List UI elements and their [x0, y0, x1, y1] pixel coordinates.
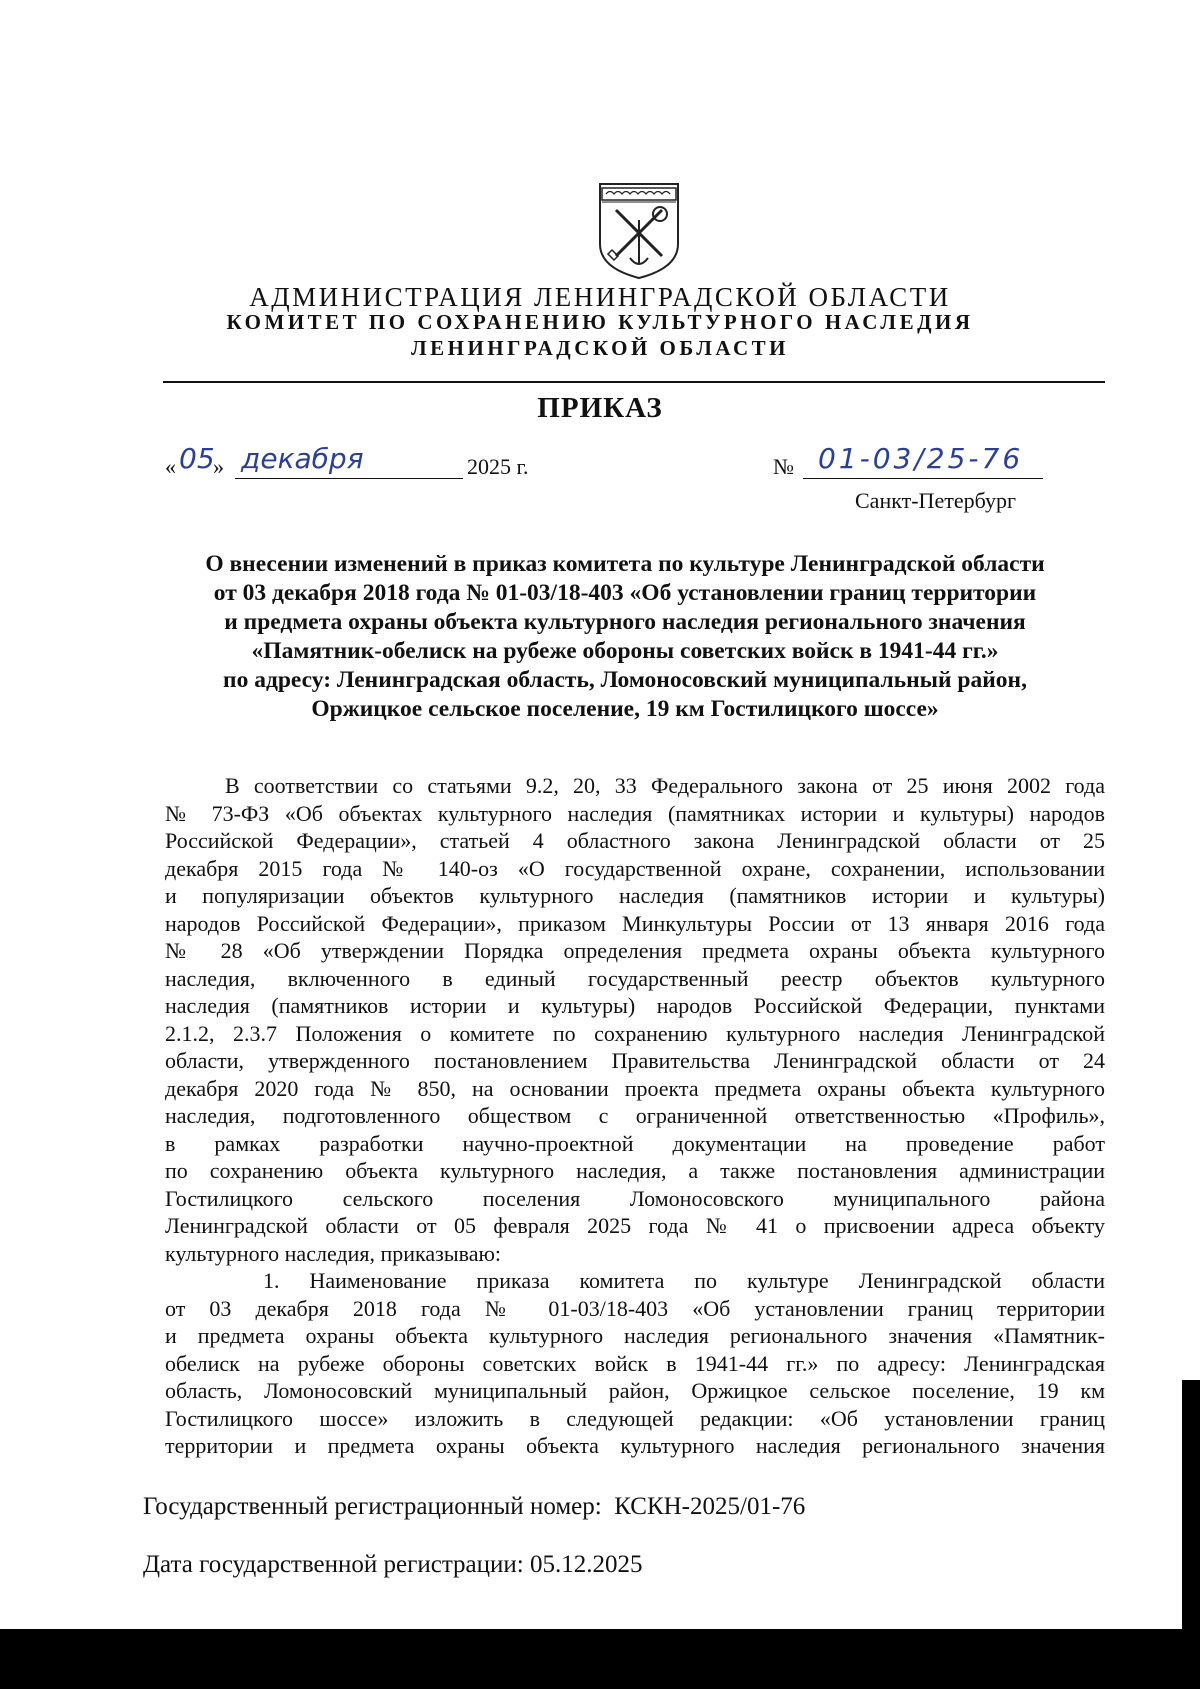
body-line: Российской Федерации», статьей 4 областного закона Ленинградской области от 25 — [165, 828, 1105, 853]
title-line: и предмета охраны объекта культурного наследия регионального значения — [224, 609, 1026, 635]
scan-edge-right — [1182, 1380, 1200, 1630]
number-sign: № — [773, 454, 794, 479]
registration-number — [143, 1478, 805, 1536]
body-line: культурного наследия, приказываю: — [165, 1240, 502, 1266]
date-day: 05 — [179, 442, 215, 475]
registration-date — [143, 1536, 805, 1594]
body-line: декабря 2015 года № 140-оз «О государственной охране, сохранении, использовании — [165, 855, 1105, 881]
administration-name: АДМИНИСТРАЦИЯ ЛЕНИНГРАДСКОЙ ОБЛАСТИ — [249, 282, 951, 312]
date-quote-close: » — [213, 454, 224, 479]
document-type: ПРИКАЗ — [537, 392, 663, 424]
registration-number-value: КСКН-2025/01-76 — [614, 1493, 806, 1520]
body-line: в рамках разработки научно-проектной документации на проведение работ — [165, 1130, 1105, 1156]
registration-number-label: Государственный регистрационный номер: — [143, 1493, 602, 1520]
registration-stamp — [143, 1478, 805, 1594]
title-line: О внесении изменений в приказ комитета по культуре Ленинградской области — [205, 551, 1045, 577]
body-line: 2.1.2, 2.3.7 Положения о комитете по сохранению культурного наследия Ленинградской — [165, 1020, 1105, 1046]
date-year: 2025 г. — [467, 454, 529, 479]
body-line: Гостилицкого шоссе» изложить в следующей редакции: «Об установлении границ — [165, 1405, 1105, 1431]
body-line: В соответствии со статьями 9.2, 20, 33 Федерального закона от 25 июня 2002 года — [225, 773, 1105, 798]
registration-date-label: Дата государственной регистрации: — [143, 1551, 524, 1578]
number-value: 01-03/25-76 — [818, 442, 1024, 475]
title-line: по адресу: Ленинградская область, Ломоносовский муниципальный район, — [223, 667, 1027, 693]
registration-date-value: 05.12.2025 — [530, 1551, 643, 1578]
body-line: и популяризации объектов культурного наследия (памятников истории и культуры) — [165, 883, 1105, 908]
body-line: обелиск на рубеже обороны советских войск в 1941-44 гг.» по адресу: Ленинградская — [165, 1350, 1105, 1376]
date-quote-open: « — [165, 454, 176, 479]
body-line: декабря 2020 года № 850, на основании проекта предмета охраны объекта культурного — [165, 1075, 1105, 1101]
title-line: «Памятник-обелиск на рубеже обороны советских войск в 1941-44 гг.» — [251, 638, 999, 664]
header-divider — [163, 381, 1105, 383]
order-number — [773, 442, 1073, 488]
body-line: по сохранению объекта культурного наследия, а также постановления администрации — [165, 1158, 1105, 1183]
scan-edge-bottom — [0, 1629, 1200, 1689]
body-line: области, утвержденного постановлением Правительства Ленинградской области от 24 — [165, 1048, 1105, 1073]
body-line: Гостилицкого сельского поселения Ломоносовского муниципального района — [165, 1185, 1105, 1211]
body-line: Ленинградской области от 05 февраля 2025 года № 41 о присвоении адреса объекту — [165, 1213, 1105, 1238]
title-line: от 03 декабря 2018 года № 01-03/18-403 «Об установлении границ территории — [213, 580, 1037, 606]
date-month: декабря — [241, 442, 364, 475]
committee-name: КОМИТЕТ ПО СОХРАНЕНИЮ КУЛЬТУРНОГО НАСЛЕДИЯ — [226, 310, 974, 334]
body-line: наследия, включенного в единый государственный реестр объектов культурного — [165, 965, 1105, 991]
order-title — [150, 550, 1100, 724]
body-line: и предмета охраны объекта культурного наследия регионального значения «Памятник- — [165, 1323, 1105, 1348]
body-line: народов Российской Федерации», приказом Минкультуры России от 13 января 2016 года — [165, 910, 1105, 936]
body-line: от 03 декабря 2018 года № 01-03/18-403 «Об установлении границ территории — [165, 1295, 1105, 1321]
title-line: Оржицкое сельское поселение, 19 км Гостилицкого шоссе» — [311, 696, 939, 722]
coat-of-arms-icon — [596, 180, 682, 282]
region-name: ЛЕНИНГРАДСКОЙ ОБЛАСТИ — [410, 336, 790, 360]
order-body — [165, 772, 1105, 1460]
date-underline — [235, 478, 463, 479]
body-line: наследия, подготовленного обществом с ограниченной ответственностью «Профиль», — [165, 1103, 1105, 1128]
body-line: область, Ломоносовский муниципальный район, Оржицкое сельское поселение, 19 км — [165, 1378, 1105, 1403]
number-underline — [803, 478, 1043, 479]
body-line: № 28 «Об утверждении Порядка определения предмета охраны объекта культурного — [165, 938, 1105, 963]
body-line: № 73-ФЗ «Об объектах культурного наследия (памятниках истории и культуры) народов — [165, 800, 1105, 826]
body-line: территории и предмета охраны объекта культурного наследия регионального значения — [165, 1433, 1105, 1458]
city: Санкт-Петербург — [855, 488, 1016, 513]
body-line: наследия (памятников истории и культуры) народов Российской Федерации, пунктами — [165, 993, 1105, 1018]
body-line: 1. Наименование приказа комитета по культуре Ленинградской области — [263, 1268, 1105, 1293]
